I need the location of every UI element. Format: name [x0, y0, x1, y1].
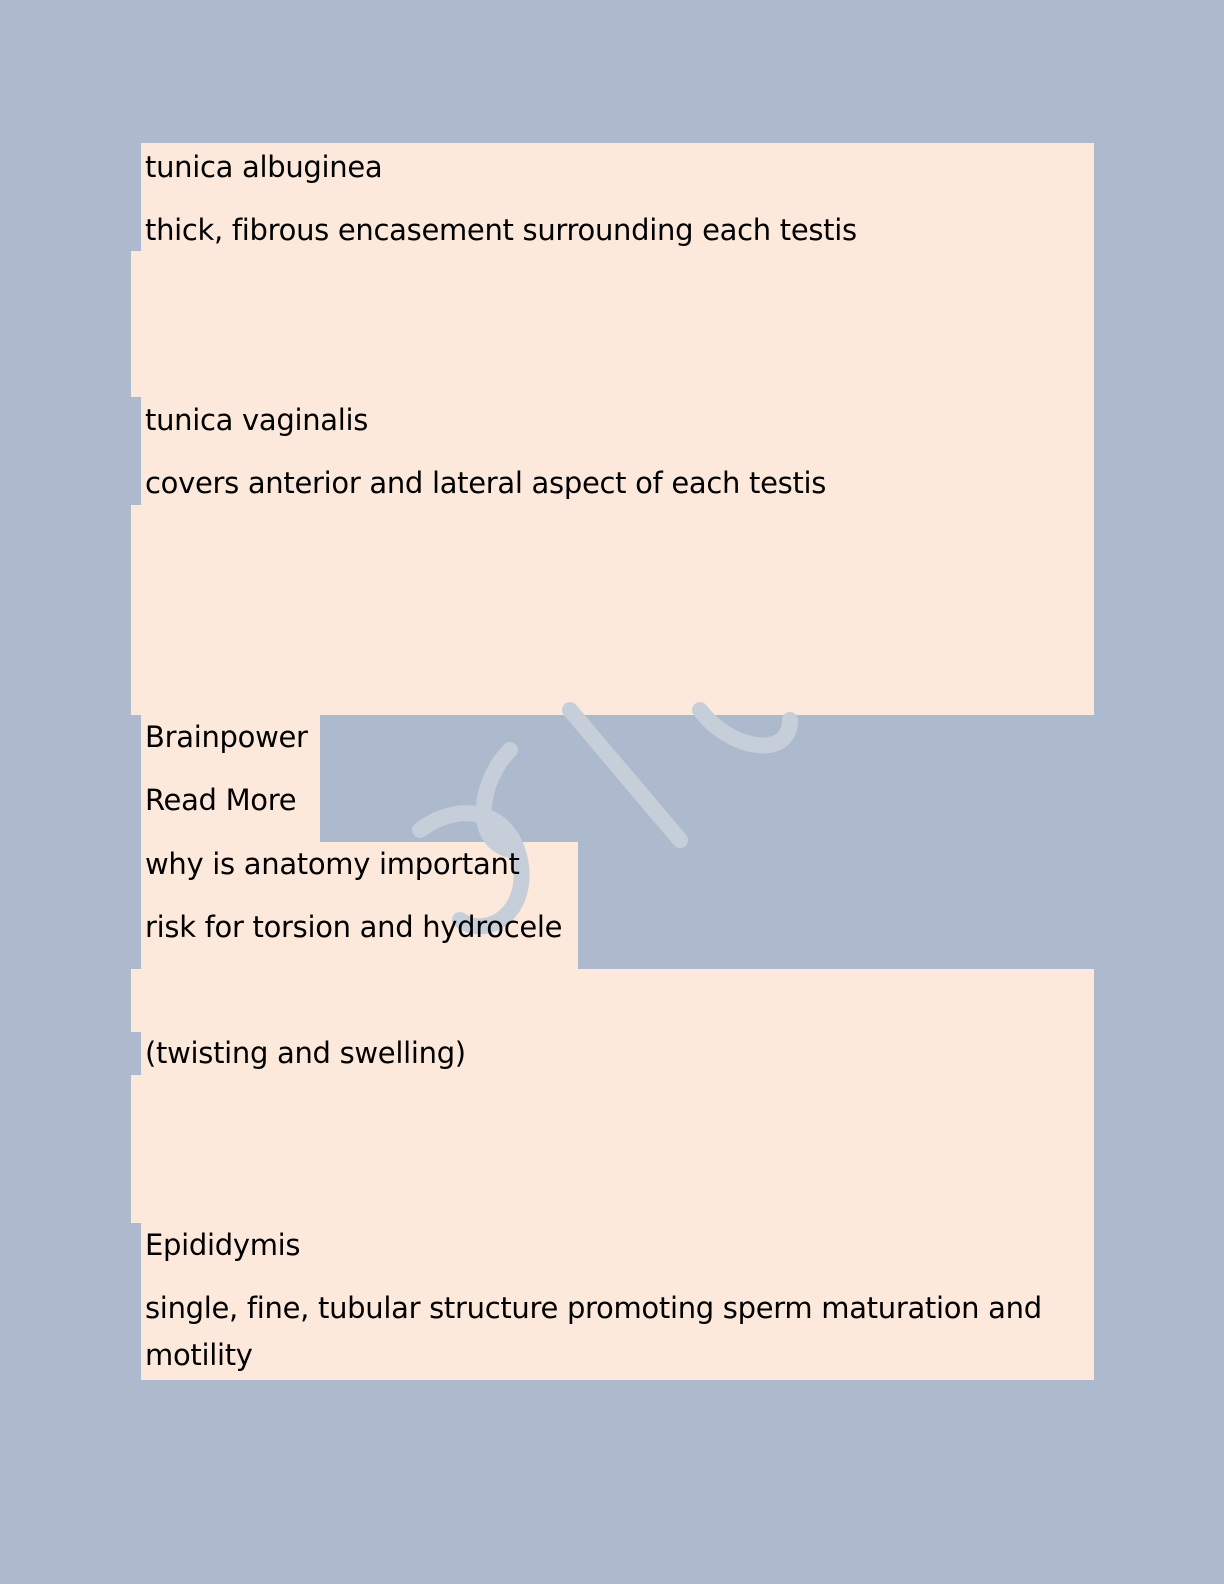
definition-why-anatomy-important: risk for torsion and hydrocele — [145, 910, 563, 944]
definition-why-anatomy-important-extra: (twisting and swelling) — [145, 1036, 466, 1070]
card-background-gap-3 — [131, 969, 1094, 1032]
definition-tunica-albuginea: thick, fibrous encasement surrounding each testis — [145, 213, 857, 247]
term-brainpower: Brainpower — [145, 720, 308, 754]
card-background-gap-1 — [131, 251, 1094, 397]
term-why-anatomy-important: why is anatomy important — [145, 847, 520, 881]
term-tunica-albuginea: tunica albuginea — [145, 150, 383, 184]
term-tunica-vaginalis: tunica vaginalis — [145, 403, 369, 437]
term-epididymis: Epididymis — [145, 1228, 301, 1262]
card-background-gap-4 — [131, 1075, 1094, 1223]
definition-tunica-vaginalis: covers anterior and lateral aspect of each testis — [145, 466, 827, 500]
card-background-gap-2 — [131, 505, 1094, 715]
definition-epididymis: single, fine, tubular structure promoting sperm maturation and motility — [145, 1291, 1042, 1372]
read-more-link[interactable]: Read More — [145, 783, 297, 817]
